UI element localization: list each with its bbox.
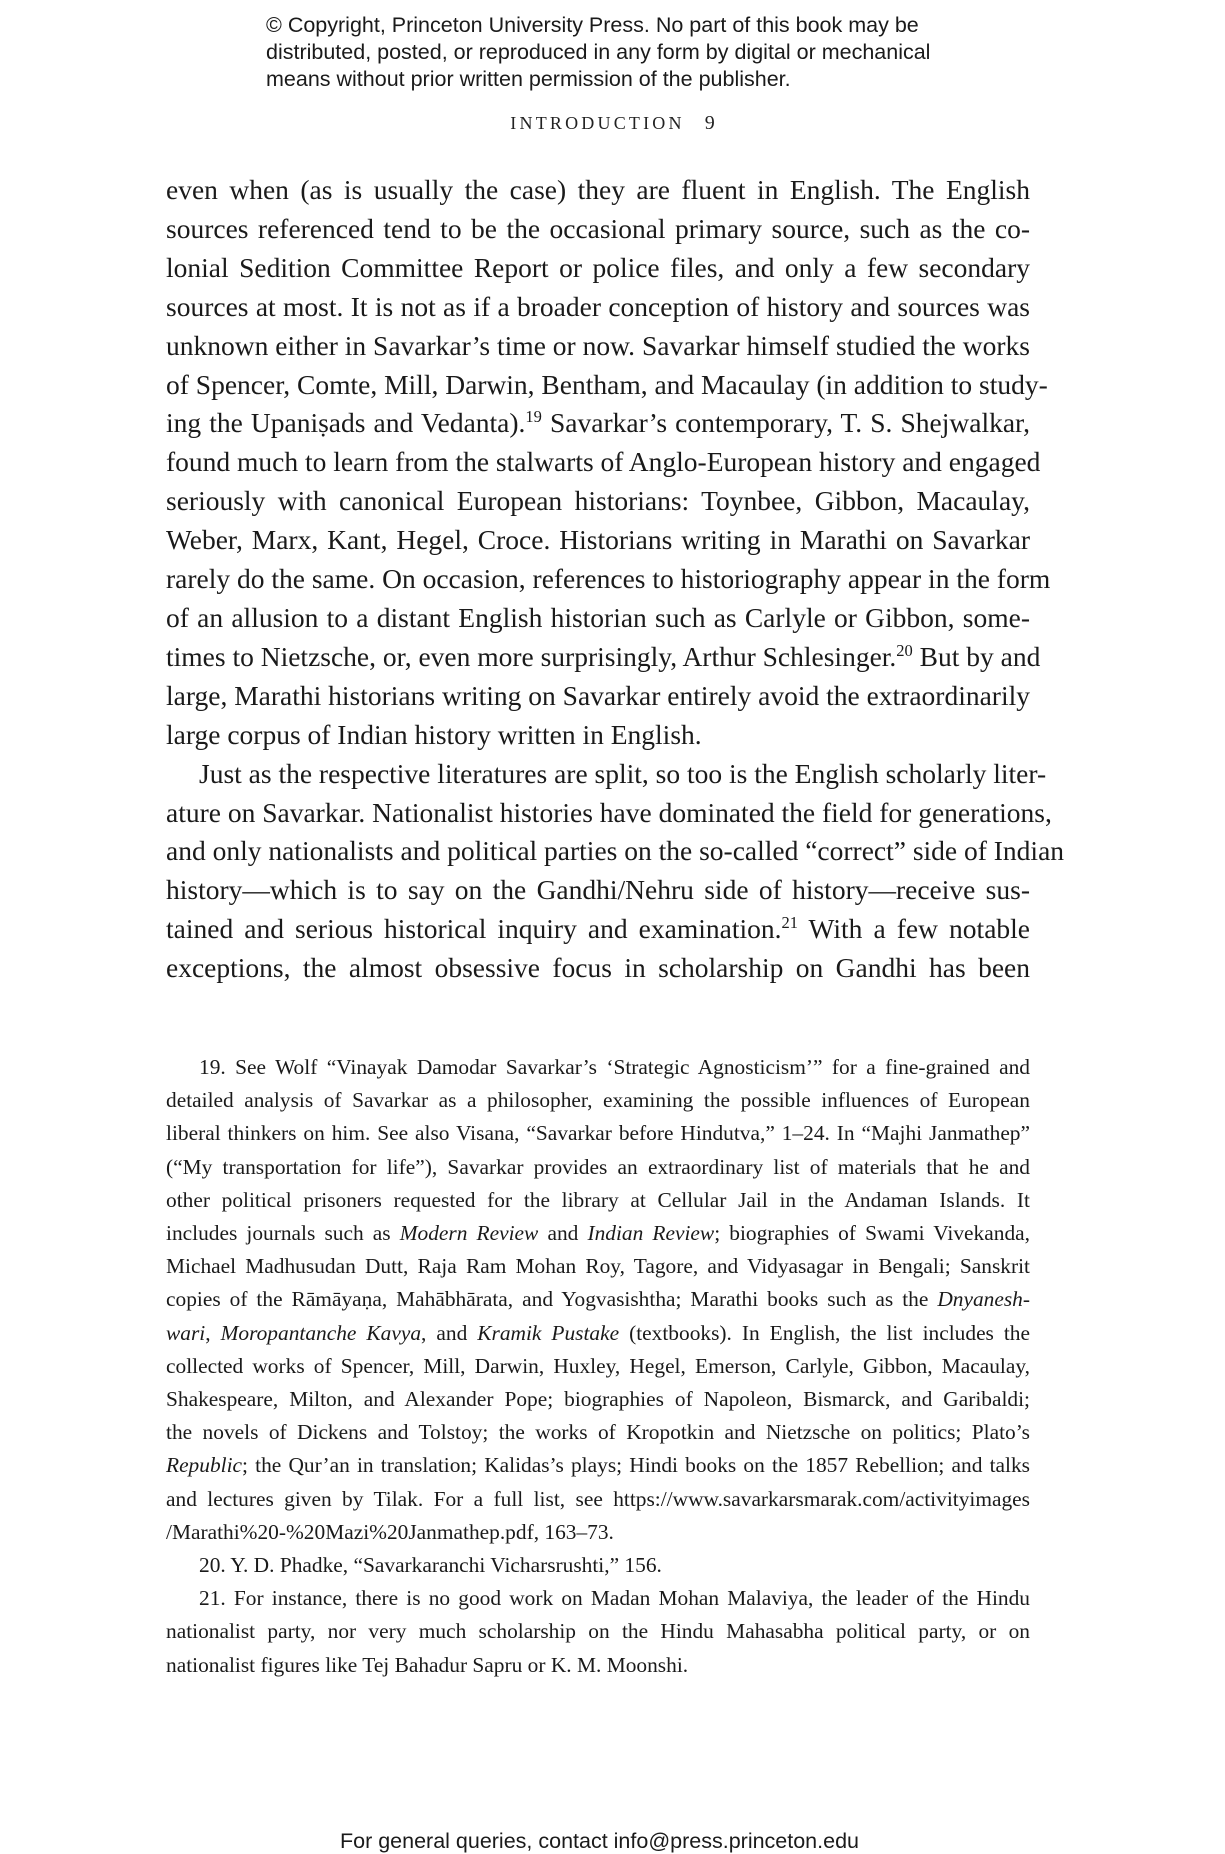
body-text-run: With a few notable (797, 913, 1031, 945)
footnote-line: 20. Y. D. Phadke, “Savarkaranchi Vicharsrushti,” 156. (199, 1553, 662, 1578)
footnote-ref-21[interactable]: 21 (781, 913, 798, 933)
footnote-title: Modern Review (399, 1221, 539, 1246)
body-line: sources at most. It is not as if a broader conception of history and sources was (166, 290, 1030, 322)
body-line: Weber, Marx, Kant, Hegel, Croce. Historians writing in Marathi on Savarkar (166, 524, 1030, 556)
footnote-run: and (538, 1221, 588, 1246)
footnote-line: liberal thinkers on him. See also Visana, “Savarkar before Hindutva,” 1–24. In “Majhi Janmathep” (166, 1121, 1030, 1146)
copyright-notice (266, 12, 1026, 93)
running-head-title: INTRODUCTION (510, 113, 685, 133)
footnotes (166, 1051, 1030, 1682)
footnote-run: , and (421, 1320, 478, 1345)
footnote-line: nationalist party, nor very much scholarship on the Hindu Mahasabha political party, or on (166, 1619, 1030, 1644)
footnote-run: , (205, 1320, 221, 1345)
body-line: of an allusion to a distant English historian such as Carlyle or Gibbon, some- (166, 601, 1030, 633)
body-line: lonial Sedition Committee Report or police files, and only a few secondary (166, 251, 1030, 283)
footnote-title: Moropantanche Kavya (220, 1320, 422, 1345)
footnote-line (166, 1483, 1030, 1516)
body-line: large corpus of Indian history written in English. (166, 718, 702, 750)
body-line: even when (as is usually the case) they are fluent in English. The English (166, 174, 1030, 205)
footnote-line: 19. See Wolf “Vinayak Damodar Savarkar’s ‘Strategic Agnosticism’” for a fine-grained and (199, 1055, 1030, 1079)
copyright-line: means without prior written permission of the publisher. (266, 67, 791, 91)
footnote-ref-19[interactable]: 19 (525, 407, 542, 427)
body-text-run: But by and (912, 640, 1041, 672)
footnote-title: wari (166, 1320, 206, 1345)
footnote-url-line[interactable]: and lectures given by Tilak. For a full list, see https://www.savarkarsmarak.com/activityimages (166, 1486, 1030, 1511)
body-text-run: tained and serious historical inquiry and examination. (166, 913, 782, 945)
body-line (166, 404, 1030, 443)
body-line: large, Marathi historians writing on Savarkar entirely avoid the extraordinarily (166, 679, 1030, 711)
body-line: found much to learn from the stalwarts of Anglo-European history and engaged (166, 446, 1041, 478)
body-text-run: Savarkar’s contemporary, T. S. Shejwalkar, (541, 407, 1030, 439)
footnote-line: collected works of Spencer, Mill, Darwin, Huxley, Hegel, Emerson, Carlyle, Gibbon, Macaulay, (166, 1353, 1030, 1378)
footnote-line (166, 1217, 1030, 1250)
footnote-line: Shakespeare, Milton, and Alexander Pope; biographies of Napoleon, Bismarck, and Garibaldi; (166, 1387, 1030, 1412)
body-line (166, 638, 1041, 677)
footnote-run: (textbooks). In English, the list includes the (619, 1320, 1030, 1345)
footnote-line (166, 1317, 1030, 1350)
running-head (0, 112, 1225, 135)
body-line: rarely do the same. On occasion, references to historiography appear in the form (166, 563, 1051, 595)
footnote-run: copies of the Rāmāyaṇa, Mahābhārata, and Yogvasishtha; Marathi books such as the (166, 1287, 938, 1312)
footnote-run: includes journals such as (166, 1221, 400, 1246)
footnote-line: (“My transportation for life”), Savarkar provides an extraordinary list of materials that he and (166, 1154, 1030, 1179)
body-line: sources referenced tend to be the occasional primary source, such as the co- (166, 212, 1030, 244)
footnote-line: detailed analysis of Savarkar as a philosopher, examining the possible influences of European (166, 1088, 1030, 1113)
body-line: unknown either in Savarkar’s time or now. Savarkar himself studied the works (166, 329, 1030, 361)
footnote-title: Republic (166, 1453, 243, 1478)
footnote-run: ; the Qur’an in translation; Kalidas’s plays; Hindi books on the 1857 Rebellion; and talks (242, 1453, 1030, 1478)
footnote-line: other political prisoners requested for the library at Cellular Jail in the Andaman Islands. It (166, 1187, 1030, 1212)
footnote-line (166, 1449, 1030, 1482)
body-line: ature on Savarkar. Nationalist histories have dominated the field for generations, (166, 796, 1052, 828)
footnote-ref-20[interactable]: 20 (896, 640, 913, 660)
footnote-line: 21. For instance, there is no good work on Madan Mohan Malaviya, the leader of the Hindu (199, 1586, 1030, 1611)
body-line (166, 910, 1030, 949)
footnote-run: ; biographies of Swami Vivekanda, (714, 1221, 1030, 1246)
footnote-line: nationalist figures like Tej Bahadur Sapru or K. M. Moonshi. (166, 1652, 689, 1677)
footer-contact[interactable]: For general queries, contact info@press.princeton.edu (339, 1829, 859, 1853)
copyright-line: distributed, posted, or reproduced in any form by digital or mechanical (266, 40, 931, 64)
body-line: exceptions, the almost obsessive focus in scholarship on Gandhi has been (166, 952, 1030, 984)
footnote-line: the novels of Dickens and Tolstoy; the works of Kropotkin and Nietzsche on politics; Plato’s (166, 1420, 1030, 1445)
body-line: Just as the respective literatures are split, so too is the English scholarly liter- (199, 757, 1047, 789)
body-text (166, 171, 1065, 988)
footnote-line (166, 1283, 1030, 1316)
footer (0, 1829, 1225, 1854)
body-text-run: ing the Upaniṣads and Vedanta). (166, 407, 526, 439)
body-text-run: times to Nietzsche, or, even more surprisingly, Arthur Schlesinger. (166, 640, 897, 672)
footnote-title: Kramik Pustake (477, 1320, 620, 1345)
body-line: and only nationalists and political parties on the so-called “correct” side of Indian (166, 835, 1065, 867)
footnote-line[interactable]: /Marathi%20-%20Mazi%20Janmathep.pdf, 163–73. (166, 1519, 614, 1544)
footnote-title: Dnyanesh- (937, 1287, 1030, 1312)
copyright-line: © Copyright, Princeton University Press. No part of this book may be (266, 13, 919, 37)
body-line: history—which is to say on the Gandhi/Nehru side of history—receive sus- (166, 874, 1030, 906)
body-line: of Spencer, Comte, Mill, Darwin, Bentham, and Macaulay (in addition to study- (166, 368, 1048, 400)
page-number: 9 (704, 112, 715, 134)
body-line: seriously with canonical European historians: Toynbee, Gibbon, Macaulay, (166, 485, 1030, 517)
footnote-title: Indian Review (587, 1221, 715, 1246)
footnote-line: Michael Madhusudan Dutt, Raja Ram Mohan Roy, Tagore, and Vidyasagar in Bengali; Sanskrit (166, 1254, 1030, 1279)
